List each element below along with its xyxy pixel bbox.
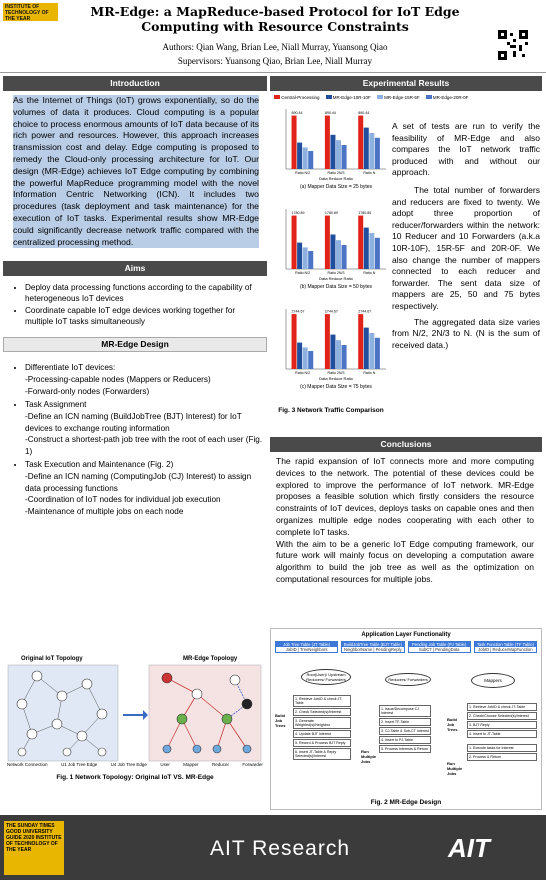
chart-bar (303, 147, 308, 169)
introduction-text: As the Internet of Things (IoT) grows exponentially, so do the volumes of data it produces. Cloud computing is a popular choice to process enormous amounts of IoT data because of its rich power and resources. However, this approach increases transmission cost and delay. Edge computing is proposed to remedy the Cloud-only processing architecture for IoT. Our design (MR-Edge) achieves IoT Edge computing by combining the powerful MapReduce programming model with the novel Information Centric Networking (ICN). It includes two procedures (task deployment and task maintenance) for the execution of IoT tasks. Experimental results show MR-Edge could significantly decrease network traffic compared with the centralized processing method. (13, 95, 259, 247)
chart-bar (358, 116, 363, 169)
chart-bar (325, 216, 330, 269)
chart-bar (308, 351, 313, 369)
root-node: Root(User)/ Upstream Reducers/ Forwarders (301, 669, 351, 685)
chart-bar (369, 133, 374, 169)
design-item: • Task Execution and Maintenance (Fig. 2) (25, 459, 263, 470)
legend-item: Network Connection (7, 762, 48, 767)
ait-logo: AIT (448, 833, 490, 863)
legend-item: MR-Edge-10R-10F (326, 95, 371, 100)
chart-bar (358, 216, 363, 269)
conclusions-paragraph: With the aim to be a generic IoT Edge computing framework, our future work will mainly focus on developing a computation aware algorithm to build the job tree as well as the optimization on computational resources for multiple jobs. (276, 538, 534, 584)
legend-item: MR-Edge-15R-5F (377, 95, 420, 100)
chart-bar (297, 143, 302, 169)
legend-item: Central-Processing (274, 95, 320, 100)
design-subline: -Construct a shortest-path job tree with the root of each user (Fig. 1) (25, 435, 263, 456)
fig1-caption: Fig. 1 Network Topology: Original IoT VS. MR-Edge (56, 774, 214, 781)
sunday-times-badge-logo: THE SUNDAY TIMES GOOD UNIVERSITY GUIDE 2020 INSTITUTE OF TECHNOLOGY OF THE YEAR (4, 821, 64, 875)
chart-bar (303, 347, 308, 369)
chart-bar (342, 245, 347, 269)
fig1-topology-graph (7, 664, 263, 762)
table-box: Pending Job Table (PJ Table) SubCT | PendingData (408, 641, 471, 653)
x-tick-label: Ratio N (363, 371, 376, 375)
design-list (3, 459, 267, 470)
bar-value-label: 1780.89 (358, 211, 372, 216)
design-subline: -Coordination of IoT nodes for individual job execution (25, 495, 221, 505)
chart-bar (369, 333, 374, 369)
aims-item: • Coordinate capable IoT edge devices working together for multiple IoT tasks simultaneously (25, 305, 263, 327)
experimental-paragraph: A set of tests are run to verify the feasibility of MR-Edge and also compares the IoT network traffic produced with and without our approach. (392, 121, 540, 178)
x-tick-label: Ratio N (363, 171, 376, 175)
supervisors-line: Supervisors: Yuansong Qiao, Brian Lee, Niall Murray (177, 56, 373, 66)
fig2-design (270, 628, 542, 810)
chart-title: (c) Mapper Data Size = 75 bytes (300, 384, 372, 390)
ait-badge-logo: INSTITUTE OF TECHNOLOGY OF THE YEAR (3, 3, 58, 21)
authors-line: Authors: Qian Wang, Brian Lee, Niall Murray, Yuansong Qiao (162, 42, 388, 52)
fig1-legend (7, 762, 263, 767)
fig2-label: Run Multiple Jobs (361, 749, 377, 764)
fig2-caption: Fig. 2 MR-Edge Design (370, 799, 442, 806)
legend-item: User (160, 762, 170, 767)
bar-value-label: 890.44 (291, 111, 303, 116)
legend-item: MR-Edge-20R-0F (426, 95, 469, 100)
poster-footer (0, 815, 546, 880)
table-box: Job Tree Table (JT Table) JobID | TreeNeighbors (275, 641, 338, 653)
legend-item: Forwarder (242, 762, 263, 767)
poster-title: MR-Edge: a MapReduce-based Protocol for IoT Edge Computing with Resource Constraints (90, 4, 460, 34)
introduction-heading: Introduction (3, 76, 267, 91)
conclusions-text (276, 456, 534, 586)
fig1-left-title: Original IoT Topology (21, 656, 83, 662)
design-item: • Task Assignment (25, 399, 263, 410)
fig1-right-title: MR-Edge Topology (183, 656, 238, 662)
legend-item: U4 Job Tree Edge (110, 762, 147, 767)
legend-item: Mapper (183, 762, 199, 767)
conclusions-paragraph: The rapid expansion of IoT connects more and more computing devices to the network. The potential of these devices could be explored to improve the performance of IoT network. MR-Edge proposes a feasible solution which firstly considers the resource constraints of IoT devices, deploys tasks on capable ones and then organizes multiple edge nodes cooperating with each other to complete IoT tasks. (276, 456, 534, 537)
experimental-paragraph: The total number of forwarders and reducers are fixed to twenty. We adopt three proportion of reducer/forwarders within the network: 10 Reducer and 10 Forwarders (a.k.a 10R-10F), 15R-5F and 20R-0F. We also change the number of mappers connected to each reducer and forwarder. The sent data size of mappers are 25, 50 and 75 bytes respectively. (392, 184, 540, 311)
experimental-text (392, 121, 540, 351)
chart-bar (364, 128, 369, 169)
table-box: BuildJobTree Table (BJT Table) NeighborName | PendingReply (341, 641, 404, 653)
chart-bar (336, 240, 341, 269)
legend-item: U1 Job Tree Edge (60, 762, 98, 767)
chart-bar (375, 338, 380, 369)
traffic-charts (272, 103, 390, 403)
chart-bar (336, 140, 341, 169)
x-tick-label: Ratio N/2 (295, 171, 311, 175)
fig2-label: Build Job Trees (275, 713, 286, 728)
design-list (3, 362, 267, 373)
qr-code-icon (498, 30, 528, 60)
x-axis-label: Data Reduce Ratio (319, 176, 353, 181)
chart-bar (342, 145, 347, 169)
bar-value-label: 1780.89 (291, 211, 305, 216)
chart-bar (375, 138, 380, 169)
mid-steps: 1. Issue/Decompose CJ Interest 2. Insert TF-Table 3. CJ-Table & Sub-CT Interest 4. Insert to PJ-Table 5. Process Interests & Return (379, 705, 431, 754)
bar-value-label: 2744.67 (324, 309, 338, 314)
chart-legend (274, 95, 540, 100)
chart-bar (330, 235, 335, 270)
experimental-paragraph: The aggregated data size varies from N/2, 2N/3 to N. (N is the sum of received data.) (392, 316, 540, 350)
chart-bar (336, 340, 341, 369)
chart-bar (325, 116, 330, 169)
conclusions-heading: Conclusions (270, 437, 542, 452)
bar-value-label: 1780.89 (324, 211, 338, 216)
chart-title: (b) Mapper Data Size = 50 bytes (299, 284, 373, 290)
chart-bar (342, 345, 347, 369)
fig2-label: Run Multiple Jobs (447, 761, 463, 776)
experimental-body (270, 91, 542, 431)
bar-value-label: 890.44 (324, 111, 336, 116)
chart-bar (297, 243, 302, 269)
chart-bar (364, 328, 369, 369)
table-box: Task Function Table (TF Table) JobID | ReducerMapFunction (474, 641, 537, 653)
right-column (270, 76, 542, 806)
chart-bar (308, 151, 313, 169)
bar-value-label: 890.44 (358, 111, 370, 116)
fig1-topology (3, 654, 267, 784)
design-subline: -Forward-only nodes (Forwarders) (25, 386, 150, 396)
x-tick-label: Ratio 2N/3 (327, 371, 345, 375)
bar-value-label: 2744.67 (358, 309, 372, 314)
chart-bar (297, 343, 302, 369)
design-item: • Differentiate IoT devices: (25, 362, 263, 373)
design-heading: MR-Edge Design (3, 337, 267, 352)
chart-bar (292, 314, 297, 369)
fig2-label: Build Job Trees (447, 717, 458, 732)
x-tick-label: Ratio N (363, 271, 376, 275)
design-subline: -Maintenance of multiple jobs on each node (25, 506, 184, 516)
chart-bar (330, 335, 335, 369)
design-subline: -Define an ICN naming (ComputingJob (CJ) Interest) to assign data processing functions (25, 472, 252, 493)
chart-bar (364, 228, 369, 269)
chart-bar (369, 233, 374, 269)
design-subline: -Processing-capable nodes (Mappers or Reducers) (25, 375, 211, 385)
chart-bar (292, 216, 297, 269)
poster-header (0, 0, 546, 73)
aims-heading: Aims (3, 261, 267, 276)
x-tick-label: Ratio 2N/3 (327, 171, 345, 175)
design-subline: -Define an ICN naming (BuildJobTree (BJT) Interest) for IoT devices to exchange routing information (25, 412, 242, 433)
footer-brand: AIT Research (210, 837, 350, 860)
fig3-caption: Fig. 3 Network Traffic Comparison (278, 407, 384, 414)
x-axis-label: Data Reduce Ratio (319, 276, 353, 281)
x-axis-label: Data Reduce Ratio (319, 376, 353, 381)
x-tick-label: Ratio N/2 (295, 271, 311, 275)
arrow-right-icon (123, 710, 148, 720)
experimental-heading: Experimental Results (270, 76, 542, 91)
fig2-tables (275, 641, 537, 653)
chart-bar (292, 116, 297, 169)
x-tick-label: Ratio N/2 (295, 371, 311, 375)
left-steps: 1. Retrieve JobID & check JT-Table 2. Check Selected(s)/Interest 3. Generate Weighted(s)/Neighbor 4. Update BJT Interest 5. Record & Process BJT Reply 6. Insert JT-Table & Reply Selected(s)/Interest (293, 695, 351, 761)
chart-title: (a) Mapper Data Size = 25 bytes (299, 184, 373, 190)
bar-value-label: 2744.67 (291, 309, 305, 314)
chart-bar (325, 314, 330, 369)
chart-bar (330, 135, 335, 169)
left-column (3, 76, 267, 781)
aims-item: • Deploy data processing functions according to the capability of heterogeneous IoT devices (25, 282, 263, 304)
aims-list (3, 282, 267, 327)
chart-bar (358, 314, 363, 369)
x-tick-label: Ratio 2N/3 (327, 271, 345, 275)
design-list (3, 399, 267, 410)
chart-bar (308, 251, 313, 269)
chart-bar (375, 238, 380, 269)
right-steps: 1. Retrieve JobID & check JT-Table 2. Check/Choose Selected(s)/Interest 3. BJT Reply 4. Insert to JT-Table 1. Execute tasks for Interest 2. Process & Return (467, 703, 537, 762)
legend-item: Reducer (211, 762, 229, 767)
chart-bar (303, 247, 308, 269)
reducer-node: Reducers/ Forwarders (385, 673, 431, 686)
fig2-title: Application Layer Functionality (361, 632, 451, 638)
mapper-node: Mappers (471, 673, 515, 688)
